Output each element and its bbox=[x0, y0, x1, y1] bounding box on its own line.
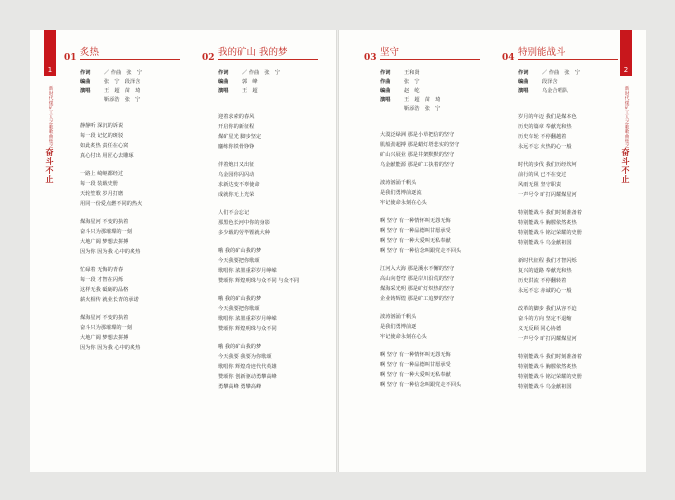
lyric-line: 煤矿星光 脚步坚定 bbox=[218, 134, 262, 140]
lyric-line: 开启你的新征程 bbox=[218, 124, 255, 130]
stanza-gap bbox=[518, 296, 582, 304]
page-number: 1 bbox=[47, 66, 53, 74]
lyric-line: 如此炙热 责任在心窝 bbox=[80, 143, 129, 149]
lyric-line: 奋斗的方向 坚定不退缩 bbox=[518, 316, 572, 322]
lyric-line: 薪火相传 就业长青的承诺 bbox=[80, 297, 139, 303]
lyric-line: 啊 坚守 有一种信念叫跟党走不回头 bbox=[380, 248, 462, 254]
credit-role: 编曲 bbox=[80, 79, 91, 85]
credit-name: ／ 作曲 张 宁 bbox=[242, 70, 280, 76]
credit-name: 王 超 苗 琦 bbox=[404, 97, 441, 103]
lyric-line: 天轮笙歌 岁月打磨 bbox=[80, 191, 124, 197]
lyric-line: 历史车轮 不停翻越着 bbox=[518, 134, 567, 140]
stanza-gap bbox=[380, 256, 461, 264]
credit-row bbox=[518, 78, 580, 87]
lyric-line: 肌船劲超搏 那是蜡灯塔悲实的坚守 bbox=[380, 142, 460, 148]
credit-name: 靳添浩 张 宁 bbox=[104, 97, 141, 103]
lyric-line: 每一段 装载史册 bbox=[80, 181, 118, 187]
lyric-line: 永远不忘 火热的心一般 bbox=[518, 144, 572, 150]
side-logo-calligraphy: 奋斗不止 bbox=[621, 148, 631, 184]
credit-row bbox=[218, 87, 280, 96]
lyric-line: 歌唱你 辉煌奇迹代代英雄 bbox=[218, 364, 277, 370]
credit-role bbox=[80, 96, 104, 105]
lyric-line: 矿山兴展业 那是井架默默的坚守 bbox=[380, 152, 455, 158]
credit-role: 编曲 bbox=[380, 88, 391, 94]
lyric-line: 特别能战斗 我们时刻准备着 bbox=[518, 354, 582, 360]
title-rule bbox=[218, 59, 318, 60]
stanza-gap bbox=[80, 257, 142, 265]
lyric-line: 江河入大海 那是溪水不懈的坚守 bbox=[380, 266, 455, 272]
lyric-line: 义无反顾 同心协德 bbox=[518, 326, 562, 332]
lyric-line: 每一段 记忆的斑驳 bbox=[80, 133, 124, 139]
lyric-line: 奋斗只为那璀璨的一刻 bbox=[80, 325, 132, 331]
credit-role: 演唱 bbox=[518, 88, 529, 94]
lyric-line: 成就你无上光荣 bbox=[218, 192, 255, 198]
lyric-line: 求新达变不辜使命 bbox=[218, 182, 260, 188]
song-lyrics bbox=[80, 121, 142, 353]
lyric-line: 企业铸辉煌 那是矿工追梦的坚守 bbox=[380, 296, 455, 302]
lyric-line: 这样无我 砥砺的品格 bbox=[80, 287, 129, 293]
lyric-line: 一声号令 旷打闪耀煤星河 bbox=[518, 336, 577, 342]
lyric-line: 特别能战斗 铭记荣耀的史册 bbox=[518, 374, 582, 380]
credit-name: 段泽含 bbox=[542, 79, 558, 85]
song-credits bbox=[518, 69, 580, 96]
credit-row bbox=[80, 78, 142, 87]
stanza-gap bbox=[80, 209, 142, 217]
credit-name: 张 宁 bbox=[404, 79, 420, 85]
credit-name: 赵 屹 bbox=[404, 88, 420, 94]
lyric-line: 用同一份爱点燃不同的热火 bbox=[80, 201, 143, 207]
stanza-gap bbox=[518, 200, 582, 208]
credit-name: ／ 作曲 张 宁 bbox=[542, 70, 580, 76]
lyric-line: 前行的风 已不在变过 bbox=[518, 172, 567, 178]
lyric-line: 波涛汹涌千帆头 bbox=[380, 314, 417, 320]
lyric-line: 特别能战斗 乌金献祖国 bbox=[518, 240, 572, 246]
credit-name: 乌金合唱队 bbox=[542, 88, 568, 94]
stanza-gap bbox=[80, 161, 142, 169]
credit-role: 作曲 bbox=[380, 79, 391, 85]
lyric-line: 煤海星河 不变的执着 bbox=[80, 219, 129, 225]
lyric-line: 啊 坚守 有一种品德叫甘愿承受 bbox=[380, 362, 451, 368]
lyric-line: 每一段 才智在闪烁 bbox=[80, 277, 124, 283]
credit-role: 编曲 bbox=[518, 79, 529, 85]
lyric-line: 啊 坚守 有一种品德叫甘愿承受 bbox=[380, 228, 451, 234]
stanza-gap bbox=[518, 248, 582, 256]
credit-row bbox=[380, 87, 440, 96]
lyric-line: 鏖练你铁骨铮铮 bbox=[218, 144, 255, 150]
lyric-line: 特别能战斗 乌金献祖国 bbox=[518, 384, 572, 390]
credit-role: 作词 bbox=[218, 70, 229, 76]
credit-row bbox=[218, 78, 280, 87]
side-title: 新时代煤矿工人之歌歌曲集之 bbox=[624, 86, 629, 149]
lyric-line: 因为你 因为我 心中的炙热 bbox=[80, 345, 141, 351]
credit-row bbox=[380, 78, 440, 87]
lyric-line: 啊 坚守 有一种大爱叫无私奉献 bbox=[380, 238, 451, 244]
lyric-line: 特别能战斗 胸膛依然炙热 bbox=[518, 364, 577, 370]
credit-row bbox=[80, 96, 142, 105]
song-title: 特别能战斗 bbox=[518, 47, 566, 58]
credit-row bbox=[218, 69, 280, 78]
credit-row bbox=[80, 87, 142, 96]
lyric-line: 牢记使命永刻在心头 bbox=[380, 334, 427, 340]
lyric-line: 多少载的劳毕铿就大种 bbox=[218, 230, 270, 236]
song-lyrics bbox=[518, 112, 582, 392]
lyric-line: 永远不忘 赤诚的心一般 bbox=[518, 288, 572, 294]
credit-role: 演唱 bbox=[218, 88, 229, 94]
side-logo-calligraphy: 奋斗不止 bbox=[45, 148, 55, 184]
lyric-line: 改革的脚步 我们从容不迫 bbox=[518, 306, 577, 312]
page-number: 2 bbox=[623, 66, 629, 74]
song-title: 坚守 bbox=[380, 47, 400, 58]
credit-role: 作词 bbox=[80, 70, 91, 76]
credit-name: 王和贤 bbox=[404, 70, 420, 76]
lyric-line: 赞颂你 辉煌明珠与众不同 bbox=[218, 326, 277, 332]
credit-name: 郭 峰 bbox=[242, 79, 258, 85]
lyric-line: 时代的步伐 我们历经坎坷 bbox=[518, 162, 577, 168]
lyric-line: 人们不会忘记 bbox=[218, 210, 250, 216]
title-rule bbox=[518, 59, 618, 60]
lyric-line: 今天我要把你歌颂 bbox=[218, 306, 260, 312]
lyric-line: 啊 坚守 有一种情怀叫无怨无悔 bbox=[380, 218, 451, 224]
lyric-line: 一声号令 旷打闪耀煤星河 bbox=[518, 192, 577, 198]
credit-row bbox=[380, 96, 440, 105]
stanza-gap bbox=[380, 304, 461, 312]
stanza-gap bbox=[518, 344, 582, 352]
credit-role: 作词 bbox=[518, 70, 529, 76]
song-credits bbox=[380, 69, 440, 114]
lyric-line: 特别能战斗 铭记荣耀的史册 bbox=[518, 230, 582, 236]
lyric-line: 伴着炮日又出征 bbox=[218, 162, 255, 168]
lyric-line: 历史的篇章 奉献光和热 bbox=[518, 124, 572, 130]
lyric-line: 波涛汹涌千帆头 bbox=[380, 180, 417, 186]
lyric-line: 真心付出 用匠心去雕琢 bbox=[80, 153, 134, 159]
song-lyrics bbox=[380, 130, 461, 390]
lyric-line: 特别能战斗 我们时刻准备着 bbox=[518, 210, 582, 216]
lyric-line: 岁月的年迈 我们是煤本色 bbox=[518, 114, 577, 120]
credit-name: ／ 作曲 张 宁 bbox=[104, 70, 142, 76]
lyric-line: 歌唱你 浓墨重彩岁月峥嵘 bbox=[218, 268, 277, 274]
lyric-line: 啊 坚守 有一种情怀叫无怨无悔 bbox=[380, 352, 451, 358]
song-title: 我的矿山 我的梦 bbox=[218, 47, 288, 58]
stanza-gap bbox=[218, 200, 299, 208]
lyric-line: 那黑色长河中你的身影 bbox=[218, 220, 270, 226]
lyric-line: 煤海星河 不变的执着 bbox=[80, 315, 129, 321]
credit-name: 王 超 bbox=[242, 88, 258, 94]
song-number: 02 bbox=[202, 53, 215, 63]
lyric-line: 新时代征程 我们才智闪烁 bbox=[518, 258, 577, 264]
lyric-line: 牢记使命永刻在心头 bbox=[380, 200, 427, 206]
credit-role: 演唱 bbox=[80, 88, 91, 94]
lyric-line: 迎着求索的春风 bbox=[218, 114, 255, 120]
song-number: 03 bbox=[364, 53, 377, 63]
lyric-line: 啊 坚守 有一种信念叫跟党走不回头 bbox=[380, 382, 462, 388]
song-lyrics bbox=[218, 112, 299, 392]
stanza-gap bbox=[80, 305, 142, 313]
lyric-line: 哦 我的矿山我的梦 bbox=[218, 296, 262, 302]
song-credits bbox=[218, 69, 280, 96]
lyric-line: 赞颂你 辉煌明珠与众不同 与众不同 bbox=[218, 278, 300, 284]
lyric-line: 忙碌着 无悔的青春 bbox=[80, 267, 124, 273]
stanza-gap bbox=[380, 342, 461, 350]
lyric-line: 历史洪流 不停翻转着 bbox=[518, 278, 567, 284]
credit-row bbox=[380, 69, 440, 78]
lyric-line: 静静听 深沉的诉说 bbox=[80, 123, 124, 129]
lyric-line: 奋斗只为那璀璨的一刻 bbox=[80, 229, 132, 235]
lyric-line: 哦 我的矿山我的梦 bbox=[218, 344, 262, 350]
lyric-line: 乌金园你闪闪动 bbox=[218, 172, 255, 178]
stanza-gap bbox=[218, 334, 299, 342]
lyric-line: 歌唱你 浓墨重彩岁月峥嵘 bbox=[218, 316, 277, 322]
stanza-gap bbox=[380, 208, 461, 216]
lyric-line: 大地广阔 梦想去拼搏 bbox=[80, 335, 129, 341]
credit-role: 作词 bbox=[380, 70, 391, 76]
lyric-line: 啊 坚守 有一种大爱叫无私奉献 bbox=[380, 372, 451, 378]
book-spine bbox=[336, 30, 339, 472]
lyric-line: 勇攀高峰 勇攀高峰 bbox=[218, 384, 262, 390]
lyric-line: 今天我要 我要为你歌颂 bbox=[218, 354, 272, 360]
lyric-line: 乌金献能源 那是矿工执着的坚守 bbox=[380, 162, 455, 168]
lyric-line: 因为你 因为我 心中的炙热 bbox=[80, 249, 141, 255]
credit-row bbox=[380, 105, 440, 114]
title-rule bbox=[80, 59, 180, 60]
credit-name: 靳添浩 张 宁 bbox=[404, 106, 441, 112]
credit-role: 演唱 bbox=[380, 97, 391, 103]
stanza-gap bbox=[518, 152, 582, 160]
lyric-line: 大地广阔 梦想去拼搏 bbox=[80, 239, 129, 245]
side-title: 新时代煤矿工人之歌歌曲集之 bbox=[48, 86, 53, 149]
song-number: 01 bbox=[64, 53, 77, 63]
stanza-gap bbox=[218, 286, 299, 294]
song-number: 04 bbox=[502, 53, 515, 63]
page-number-tab bbox=[620, 30, 632, 76]
page-number-tab bbox=[44, 30, 56, 76]
lyric-line: 哦 我的矿山我的梦 bbox=[218, 248, 262, 254]
lyric-line: 大漠泛绿洲 那是小草把信的坚守 bbox=[380, 132, 455, 138]
song-title: 炙热 bbox=[80, 47, 100, 58]
lyric-line: 今天我要把你歌颂 bbox=[218, 258, 260, 264]
lyric-line: 是我们勇博前逐流 bbox=[380, 190, 422, 196]
lyric-line: 是我们勇博前逐 bbox=[380, 324, 417, 330]
credit-row bbox=[518, 69, 580, 78]
title-rule bbox=[380, 59, 480, 60]
credit-role: 编曲 bbox=[218, 79, 229, 85]
stanza-gap bbox=[380, 170, 461, 178]
lyric-line: 风雨无阻 坚守职责 bbox=[518, 182, 562, 188]
song-credits bbox=[80, 69, 142, 105]
lyric-line: 高山向苍穹 那是岸川沿荒的坚守 bbox=[380, 276, 455, 282]
lyric-line: 特别能战斗 胸膛依然炙热 bbox=[518, 220, 577, 226]
credit-role bbox=[380, 105, 404, 114]
right-side-strip bbox=[620, 30, 632, 472]
stanza-gap bbox=[218, 238, 299, 246]
credit-row bbox=[518, 87, 580, 96]
lyric-line: 一路上 崎岖都经过 bbox=[80, 171, 124, 177]
lyric-line: 复兴的道路 奉献光和热 bbox=[518, 268, 572, 274]
lyric-line: 煤海采光明 那是矿灯炽热的坚守 bbox=[380, 286, 455, 292]
credit-name: 王 超 苗 琦 bbox=[104, 88, 141, 94]
credit-name: 张 宁 段泽含 bbox=[104, 79, 141, 85]
stanza-gap bbox=[218, 152, 299, 160]
left-side-strip bbox=[44, 30, 56, 472]
credit-row bbox=[80, 69, 142, 78]
lyric-line: 赞颂你 创新驱动勇攀高峰 bbox=[218, 374, 277, 380]
